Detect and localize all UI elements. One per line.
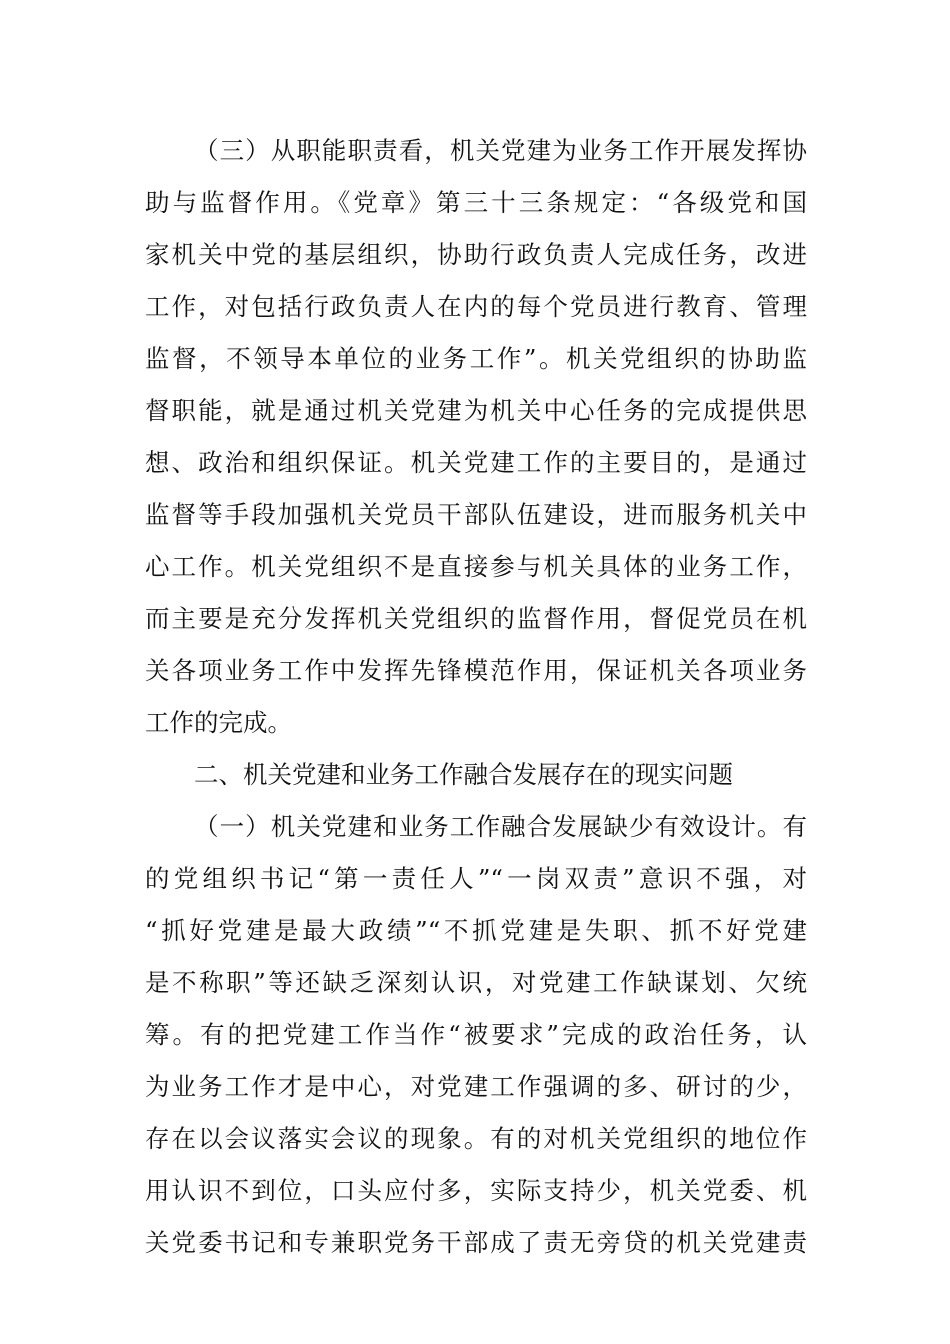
text-line: 的党组织书记“第一责任人”“一岗双责”意识不强，对	[145, 864, 807, 893]
text-line: （一）机关党建和业务工作融合发展缺少有效设计。有	[194, 812, 807, 841]
section-heading: 二、机关党建和业务工作融合发展存在的现实问题	[194, 760, 733, 789]
text-line: 是不称职”等还缺乏深刻认识，对党建工作缺谋划、欠统	[145, 968, 807, 997]
paragraph-section-three	[145, 125, 807, 749]
text-line: 监督，不领导本单位的业务工作”。机关党组织的协助监	[145, 344, 807, 373]
text-line: 家机关中党的基层组织，协助行政负责人完成任务，改进	[145, 240, 807, 269]
text-line: 心工作。机关党组织不是直接参与机关具体的业务工作，	[145, 552, 807, 581]
text-line: 监督等手段加强机关党员干部队伍建设，进而服务机关中	[145, 500, 807, 529]
text-line: 关各项业务工作中发挥先锋模范作用，保证机关各项业务	[145, 656, 807, 685]
text-line: 为业务工作才是中心，对党建工作强调的多、研讨的少，	[145, 1072, 807, 1101]
text-line: 而主要是充分发挥机关党组织的监督作用，督促党员在机	[145, 604, 807, 633]
text-line: 存在以会议落实会议的现象。有的对机关党组织的地位作	[145, 1124, 807, 1153]
text-line: 工作的完成。	[145, 708, 292, 737]
text-line: 筹。有的把党建工作当作“被要求”完成的政治任务，认	[145, 1020, 807, 1049]
text-line: （三）从职能职责看，机关党建为业务工作开展发挥协	[194, 136, 807, 165]
text-line: 想、政治和组织保证。机关党建工作的主要目的，是通过	[145, 448, 807, 477]
text-line: 工作，对包括行政负责人在内的每个党员进行教育、管理	[145, 292, 807, 321]
text-line: 关党委书记和专兼职党务干部成了责无旁贷的机关党建责	[145, 1228, 807, 1257]
paragraph-subsection-one	[145, 801, 807, 1269]
text-line: “抓好党建是最大政绩”“不抓党建是失职、抓不好党建	[145, 916, 807, 945]
document-body	[145, 125, 807, 1269]
text-line: 助与监督作用。《党章》第三十三条规定：“各级党和国	[145, 188, 807, 217]
text-line: 督职能，就是通过机关党建为机关中心任务的完成提供思	[145, 396, 807, 425]
text-line: 用认识不到位，口头应付多，实际支持少，机关党委、机	[145, 1176, 807, 1205]
